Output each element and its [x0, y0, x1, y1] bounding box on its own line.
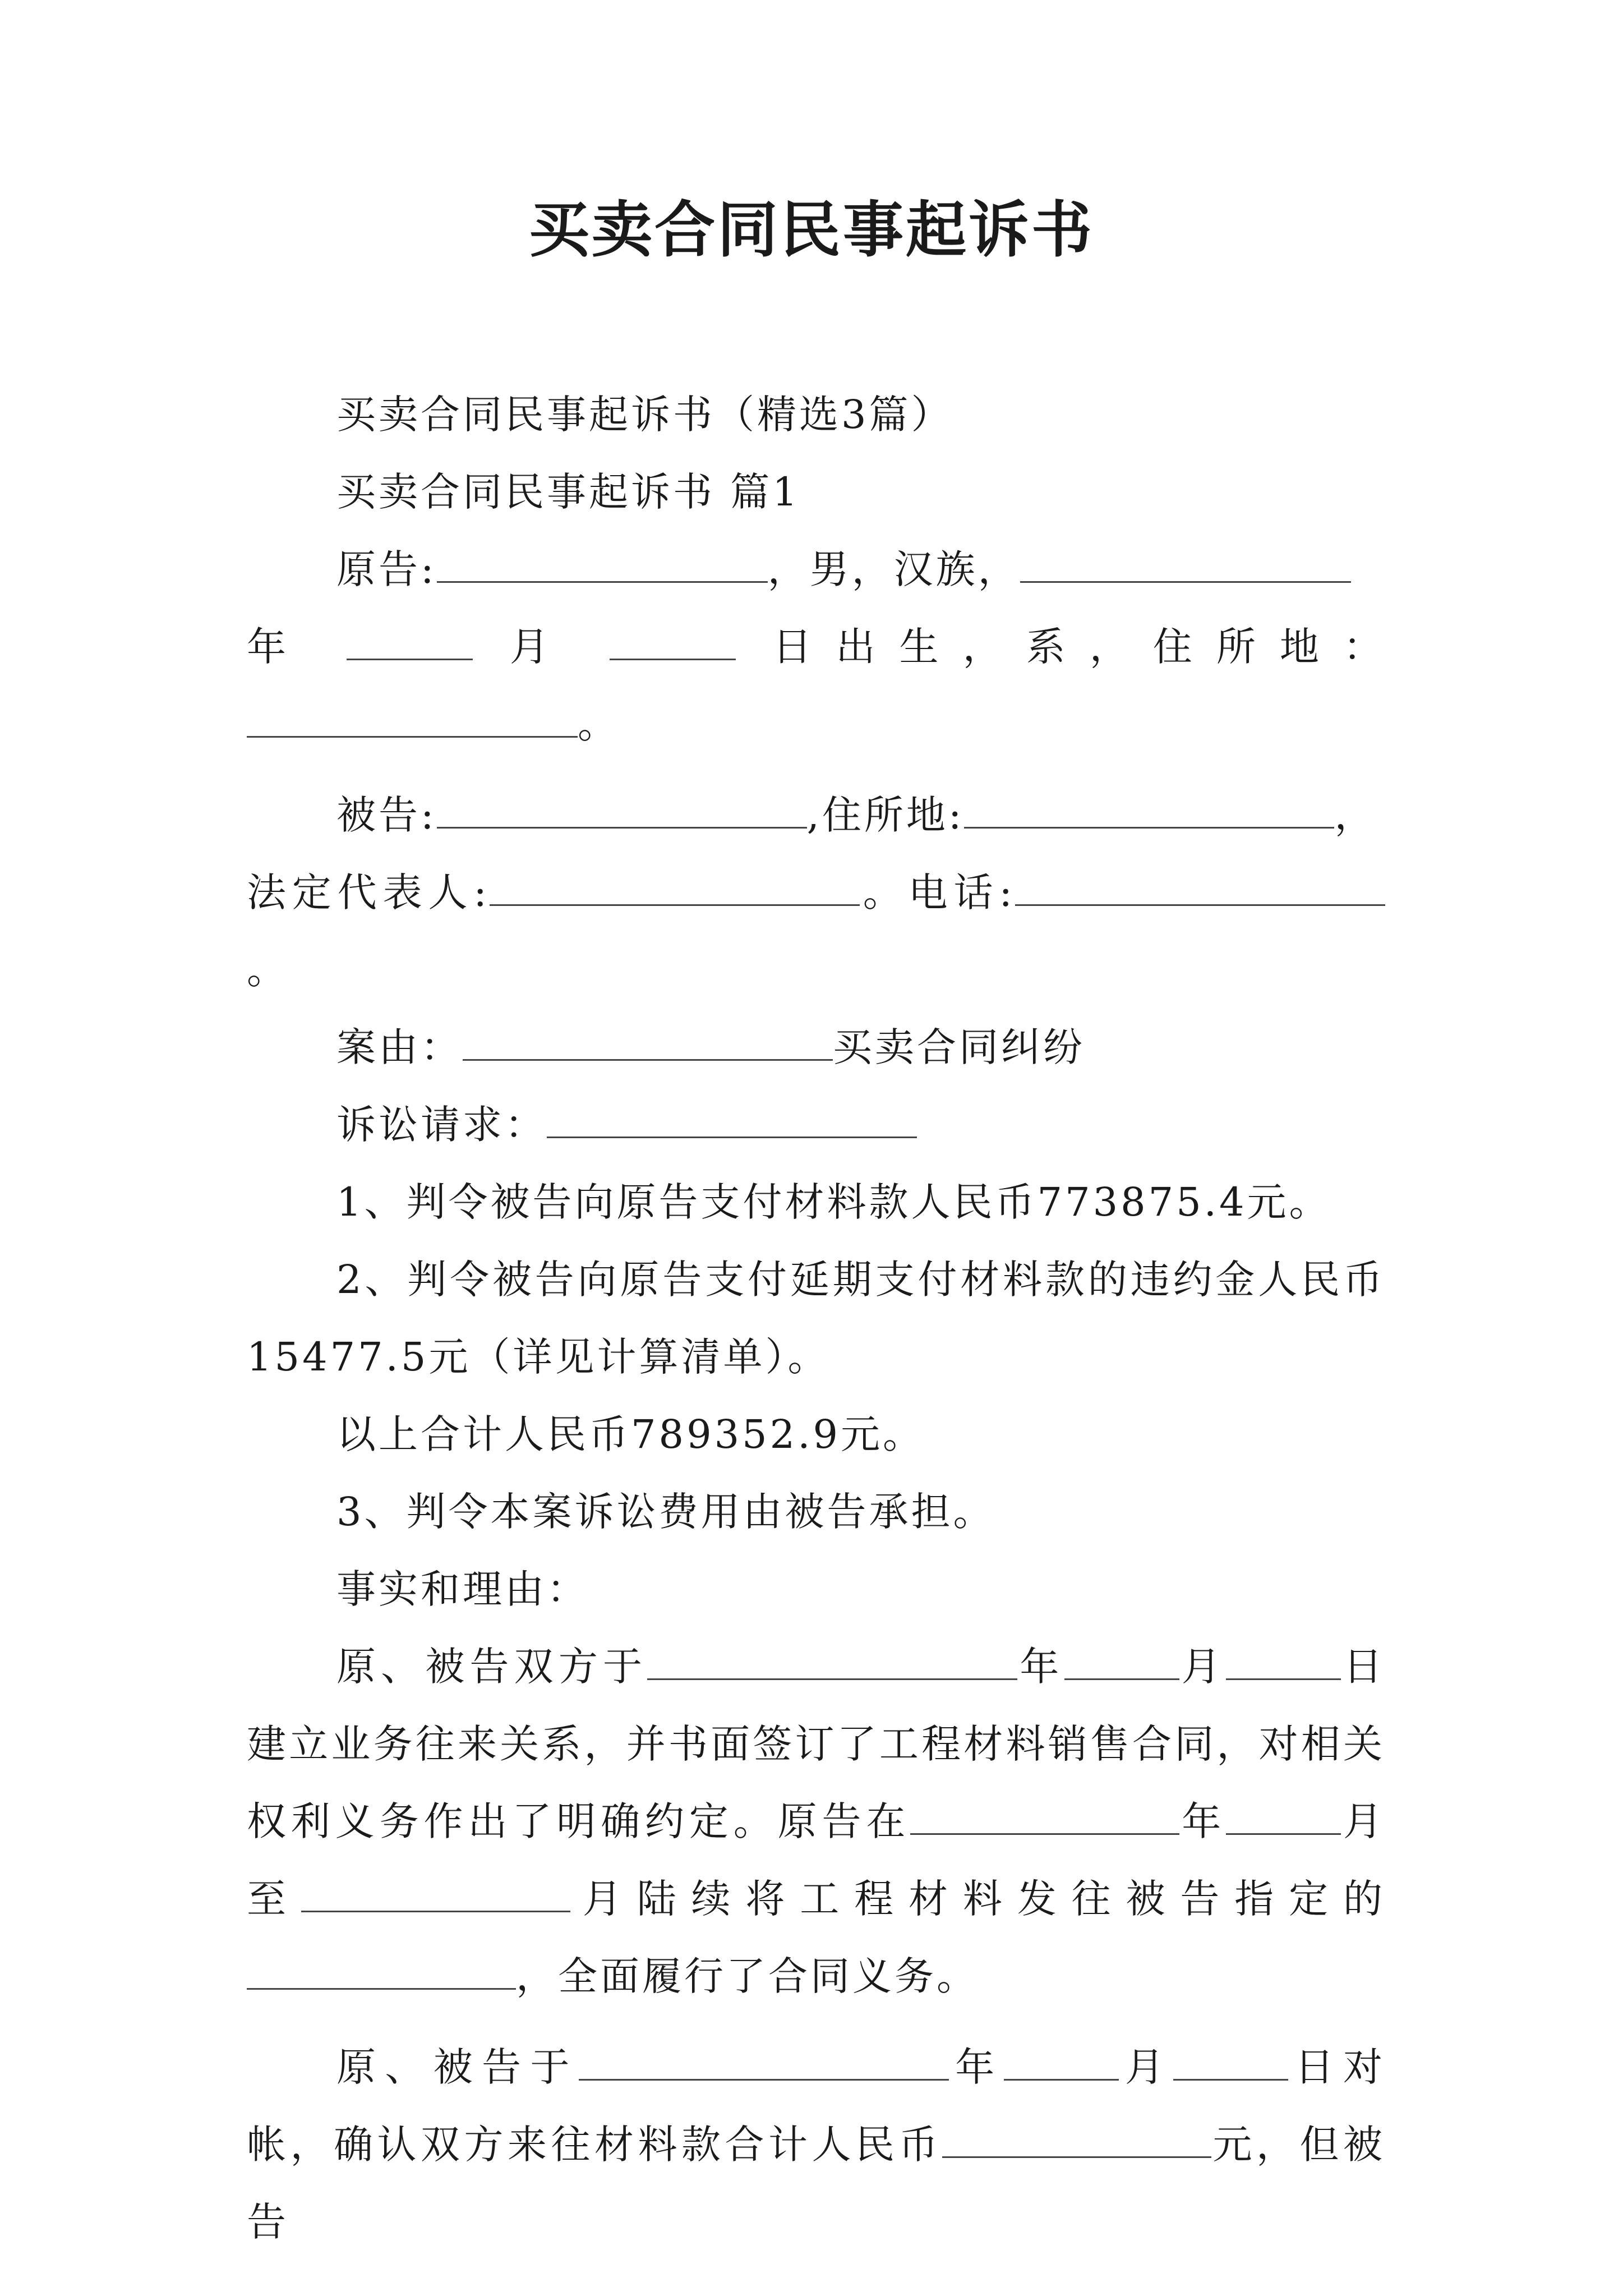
claims-blank — [547, 1101, 917, 1138]
claim-item-2: 2、判令被告向原告支付延期支付材料款的违约金人民币15477.5元（详见计算清单）。 — [247, 1257, 1385, 1380]
plaintiff-gender-ethnicity: ，男，汉族， — [767, 546, 1020, 592]
facts-p1-start: 原、被告双方于 — [336, 1644, 648, 1690]
claims-label-paragraph — [247, 1086, 1385, 1163]
plaintiff-birth-line — [247, 608, 1385, 685]
facts-p1-mid: 建立业务往来关系，并书面签订了工程材料销售合同，对相关权利义务作出了明确约定。原告在 — [247, 1721, 1385, 1844]
section-heading: 买卖合同民事起诉书 篇1 — [336, 469, 800, 515]
facts-year-label-2: 年 — [1179, 1798, 1227, 1844]
facts-paragraph-1 — [247, 1628, 1385, 2015]
month-label: 月 — [509, 624, 573, 670]
reconcile-amount-blank — [942, 2121, 1211, 2158]
facts-year-label-3: 年 — [948, 2044, 1004, 2090]
legal-rep-label: 法定代表人: — [247, 869, 490, 915]
delivery-place-blank — [247, 1953, 516, 1990]
facts-p1-end: ，全面履行了合同义务。 — [516, 1953, 979, 1999]
facts-label: 事实和理由： — [336, 1566, 589, 1612]
cause-blank — [463, 1024, 833, 1061]
cause-text: 买卖合同纠纷 — [833, 1024, 1085, 1070]
facts-p1-to: 月至 — [247, 1798, 1386, 1922]
delivery-start-month-blank — [1226, 1798, 1341, 1835]
plaintiff-name-blank — [437, 546, 768, 583]
defendant-address-blank — [964, 792, 1334, 829]
claim-item-1: 1、判令被告向原告支付材料款人民币773875.4元。 — [336, 1179, 1331, 1225]
facts-p2-end: 元，但被告 — [247, 2122, 1385, 2245]
defendant-paragraph — [247, 776, 1385, 854]
reconcile-day-blank — [1173, 2044, 1288, 2081]
defendant-label: 被告: — [336, 792, 437, 838]
defendant-address-label: ,住所地: — [806, 792, 965, 838]
birth-month-blank — [347, 623, 473, 660]
cause-label: 案由： — [336, 1024, 463, 1070]
facts-p1-mid2: 月陆续将工程材料发往被告指定的 — [570, 1876, 1385, 1922]
defendant-comma: ， — [1334, 792, 1377, 838]
facts-day-label: 日 — [1340, 1644, 1386, 1690]
year-label: 年 — [247, 624, 311, 670]
phone-label: 。电话: — [859, 869, 1015, 915]
plaintiff-label: 原告: — [336, 546, 437, 592]
defendant-end-mark: 。 — [247, 947, 289, 993]
claims-total: 以上合计人民币789352.9元。 — [336, 1411, 925, 1457]
legal-rep-blank — [490, 869, 860, 906]
reconcile-year-blank — [579, 2044, 949, 2081]
cause-paragraph — [247, 1009, 1385, 1086]
plaintiff-address-line — [247, 685, 1385, 763]
facts-month-label-2: 月 — [1118, 2044, 1174, 2090]
contract-month-blank — [1064, 1643, 1179, 1680]
plaintiff-address-blank — [247, 701, 578, 738]
plaintiff-end-mark: 。 — [578, 701, 620, 747]
born-address-label: 日出生，系，住所地： — [772, 624, 1385, 670]
claims-label: 诉讼请求： — [336, 1102, 547, 1148]
contract-day-blank — [1226, 1643, 1341, 1680]
birth-day-blank — [610, 623, 736, 660]
document-body — [247, 376, 1385, 2261]
delivery-end-blank — [301, 1875, 570, 1912]
claim-item-3: 3、判令本案诉讼费用由被告承担。 — [336, 1489, 995, 1535]
document-title: 买卖合同民事起诉书 — [528, 195, 1094, 265]
plaintiff-birth-year-blank — [1020, 546, 1351, 583]
defendant-name-blank — [437, 792, 807, 829]
subtitle: 买卖合同民事起诉书（精选3篇） — [336, 392, 953, 438]
facts-year-label: 年 — [1017, 1644, 1064, 1690]
defendant-rep-line — [247, 854, 1385, 1009]
facts-p2-start: 原、被告于 — [336, 2044, 579, 2090]
delivery-start-year-blank — [910, 1798, 1179, 1835]
phone-blank — [1015, 869, 1385, 906]
contract-year-blank — [647, 1643, 1017, 1680]
reconcile-month-blank — [1004, 2044, 1119, 2081]
facts-paragraph-2 — [247, 2028, 1385, 2261]
plaintiff-paragraph — [247, 531, 1385, 608]
facts-month-label: 月 — [1179, 1644, 1226, 1690]
facts-p2-day: 日对帐，确认双方来往材料款合计人民币 — [247, 2044, 1386, 2168]
